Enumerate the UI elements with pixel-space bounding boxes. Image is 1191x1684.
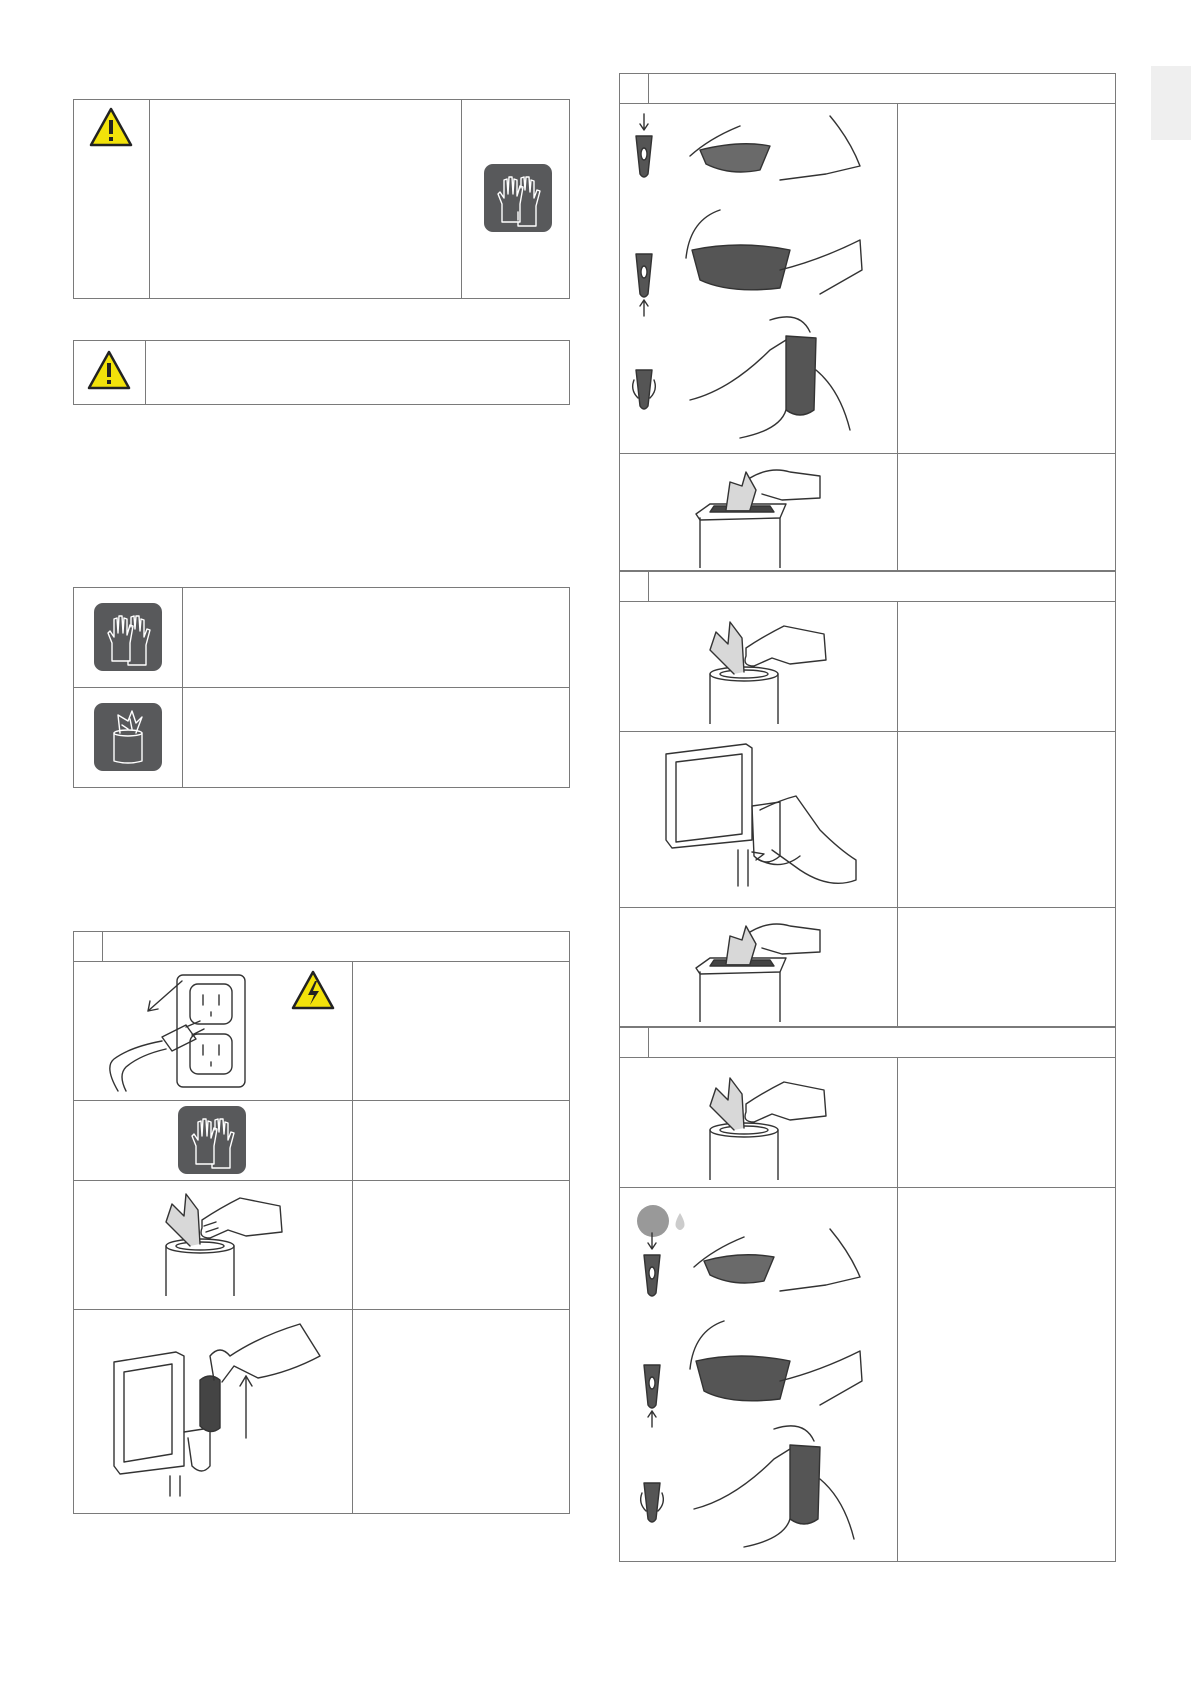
language-tab[interactable] bbox=[1151, 66, 1191, 140]
warning-triangle-icon bbox=[88, 106, 134, 148]
warning-box-general bbox=[73, 340, 570, 405]
wipe-box-illustration bbox=[690, 912, 830, 1022]
wipe-holder-illustration bbox=[660, 740, 860, 902]
gloves-icon bbox=[178, 1106, 246, 1174]
remove-holder-illustration bbox=[110, 1316, 330, 1501]
disinfectant-wipes-icon bbox=[94, 703, 162, 771]
take-wipe-illustration bbox=[150, 1186, 290, 1296]
gloves-icon bbox=[484, 164, 552, 232]
electric-shock-warning-icon bbox=[290, 969, 336, 1011]
warning-triangle-icon bbox=[86, 349, 132, 391]
take-wipe-illustration bbox=[694, 1070, 834, 1180]
take-wipe-illustration bbox=[694, 614, 834, 724]
disassembly-steps-illustration bbox=[630, 110, 890, 450]
wipe-box-illustration bbox=[690, 458, 830, 568]
gloves-icon bbox=[94, 603, 162, 671]
reassembly-steps-illustration bbox=[630, 1225, 890, 1555]
